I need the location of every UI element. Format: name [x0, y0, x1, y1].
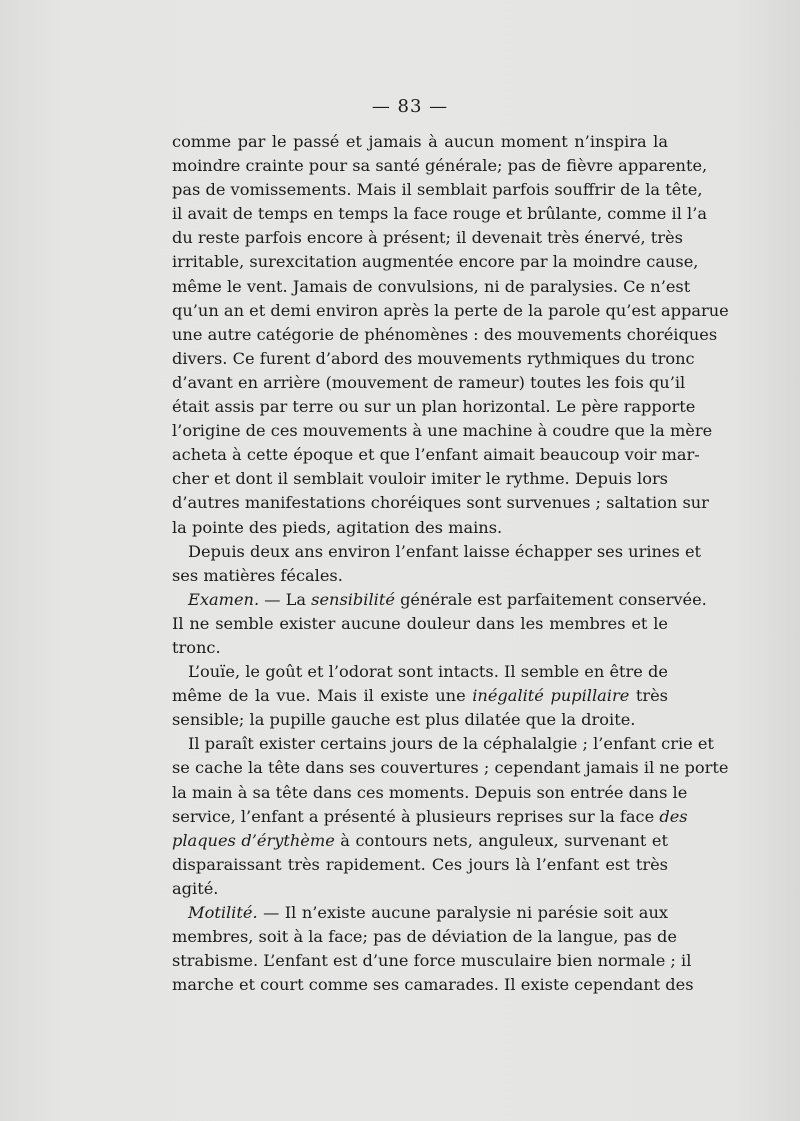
- text-line: se cache la tête dans ses couvertures ; cependant jamais il ne porte: [172, 758, 729, 778]
- text-span: service, l’enfant a présenté à plusieurs reprises sur la face: [172, 806, 660, 826]
- examen-line: [172, 588, 707, 612]
- text-span: même de la vue. Mais il existe une: [172, 686, 473, 706]
- text-line: divers. Ce furent d’abord des mouvements rythmiques du tronc: [172, 348, 695, 368]
- inegalite-pupillaire-term: inégalité pupillaire: [472, 686, 630, 706]
- text-line: L’ouïe, le goût et l’odorat sont intacts. Il semble en être de: [188, 662, 668, 682]
- text-line: [172, 829, 668, 853]
- text-line: marche et court comme ses camarades. Il existe cependant des: [172, 975, 694, 995]
- text-line: membres, soit à la face; pas de déviation de la langue, pas de: [172, 927, 677, 947]
- plaques-erytheme-term: plaques d’érythème: [172, 830, 335, 850]
- text-line: pas de vomissements. Mais il semblait parfois souffrir de la tête,: [172, 180, 703, 200]
- text-line: irritable, surexcitation augmentée encore par la moindre cause,: [172, 252, 699, 272]
- text-line: comme par le passé et jamais à aucun moment n’inspira la: [172, 132, 668, 151]
- sensibilite-term: sensibilité: [311, 589, 395, 609]
- text-line: la pointe des pieds, agitation des mains.: [172, 517, 503, 537]
- text-span: — La: [259, 589, 312, 609]
- text-line: d’avant en arrière (mouvement de rameur) toutes les fois qu’il: [172, 372, 686, 392]
- des-term: des: [659, 806, 688, 826]
- text-line: il avait de temps en temps la face rouge et brûlante, comme il l’a: [172, 204, 708, 224]
- body-text: [172, 130, 729, 997]
- text-line: disparaissant très rapidement. Ces jours là l’enfant est très: [172, 854, 668, 874]
- text-line: du reste parfois encore à présent; il devenait très énervé, très: [172, 228, 683, 248]
- text-line: tronc.: [172, 637, 221, 657]
- motilite-line: [172, 901, 668, 925]
- text-line: Depuis deux ans environ l’enfant laisse échapper ses urines et: [188, 541, 702, 561]
- motilite-heading: Motilité.: [188, 903, 258, 922]
- text-line: Il paraît exister certains jours de la céphalalgie ; l’enfant crie et: [188, 734, 714, 754]
- text-span: très: [629, 686, 668, 706]
- text-span: générale est parfaitement conservée.: [394, 589, 707, 609]
- text-line: la main à sa tête dans ces moments. Depuis son entrée dans le: [172, 782, 688, 802]
- text-line: sensible; la pupille gauche est plus dilatée que la droite.: [172, 710, 636, 730]
- page-number: — 83 —: [371, 96, 449, 117]
- text-line: acheta à cette époque et que l’enfant aimait beaucoup voir mar-: [172, 445, 700, 465]
- text-line: strabisme. L’enfant est d’une force musculaire bien normale ; il: [172, 951, 692, 971]
- text-line: d’autres manifestations choréiques sont survenues ; saltation sur: [172, 493, 709, 513]
- text-line: cher et dont il semblait vouloir imiter le rythme. Depuis lors: [172, 469, 668, 489]
- text-line: ses matières fécales.: [172, 565, 343, 585]
- text-line: [172, 684, 668, 708]
- text-line: moindre crainte pour sa santé générale; pas de fièvre apparente,: [172, 156, 708, 176]
- text-line: l’origine de ces mouvements à une machine à coudre que la mère: [172, 421, 713, 441]
- text-span: à contours nets, anguleux, survenant et: [334, 830, 668, 850]
- text-span: — Il n’existe aucune paralysie ni parésie soit aux: [257, 903, 668, 922]
- text-line: était assis par terre ou sur un plan horizontal. Le père rapporte: [172, 397, 696, 417]
- text-line: Il ne semble exister aucune douleur dans les membres et le: [172, 613, 668, 633]
- text-line: une autre catégorie de phénomènes : des mouvements choréiques: [172, 324, 718, 344]
- text-line: agité.: [172, 878, 219, 898]
- text-line: même le vent. Jamais de convulsions, ni de paralysies. Ce n’est: [172, 276, 691, 296]
- text-line: qu’un an et demi environ après la perte de la parole qu’est apparue: [172, 300, 729, 320]
- examen-heading: Examen.: [188, 589, 260, 609]
- text-line: [172, 805, 688, 829]
